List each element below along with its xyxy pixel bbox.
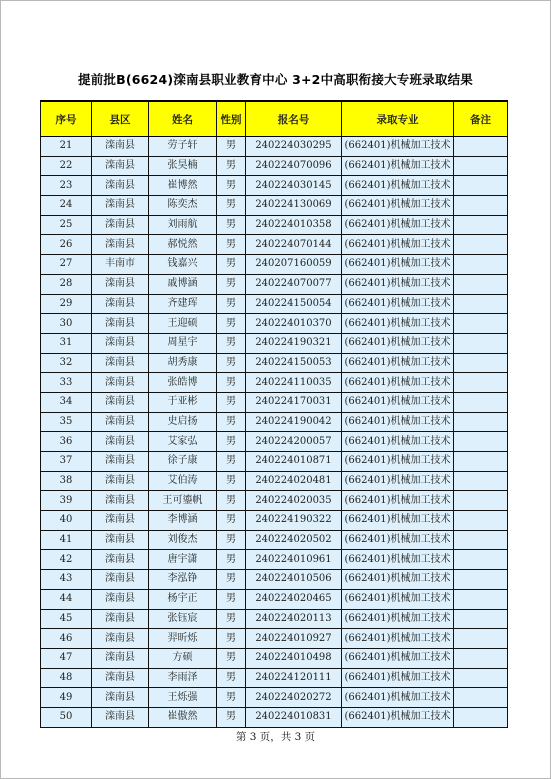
table-row — [41, 471, 508, 491]
cell-gender: 男 — [217, 452, 246, 472]
cell-county: 滦南县 — [92, 589, 149, 609]
cell-index: 43 — [41, 570, 92, 590]
cell-name: 崔傲然 — [149, 707, 217, 727]
cell-name: 张钰宸 — [149, 609, 217, 629]
cell-major: (662401)机械加工技术 — [342, 333, 454, 353]
column-header-index: 序号 — [41, 101, 92, 137]
column-header-county: 县区 — [92, 101, 149, 137]
table-row — [41, 255, 508, 275]
table-row — [41, 530, 508, 550]
cell-gender: 男 — [217, 629, 246, 649]
cell-registration-number: 240224010871 — [246, 452, 342, 472]
cell-index: 36 — [41, 432, 92, 452]
cell-index: 31 — [41, 333, 92, 353]
cell-remarks — [454, 648, 508, 668]
table-row — [41, 432, 508, 452]
table-row — [41, 589, 508, 609]
cell-major: (662401)机械加工技术 — [342, 530, 454, 550]
table-row — [41, 452, 508, 472]
cell-major: (662401)机械加工技术 — [342, 412, 454, 432]
cell-gender: 男 — [217, 570, 246, 590]
cell-gender: 男 — [217, 688, 246, 708]
cell-index: 46 — [41, 629, 92, 649]
cell-gender: 男 — [217, 589, 246, 609]
cell-index: 26 — [41, 235, 92, 255]
cell-remarks — [454, 511, 508, 531]
cell-index: 28 — [41, 274, 92, 294]
table-row — [41, 235, 508, 255]
cell-remarks — [454, 589, 508, 609]
cell-remarks — [454, 137, 508, 157]
cell-name: 李泓铮 — [149, 570, 217, 590]
table-header-row — [41, 101, 508, 137]
cell-registration-number: 240224010498 — [246, 648, 342, 668]
cell-registration-number: 240224020465 — [246, 589, 342, 609]
cell-registration-number: 240224030295 — [246, 137, 342, 157]
cell-major: (662401)机械加工技术 — [342, 274, 454, 294]
table-row — [41, 412, 508, 432]
column-header-name: 姓名 — [149, 101, 217, 137]
cell-remarks — [454, 156, 508, 176]
cell-name: 王迎硕 — [149, 314, 217, 334]
column-header-registration-number: 报名号 — [246, 101, 342, 137]
cell-gender: 男 — [217, 353, 246, 373]
cell-registration-number: 240224020481 — [246, 471, 342, 491]
cell-registration-number: 240224020272 — [246, 688, 342, 708]
cell-name: 羿昕烁 — [149, 629, 217, 649]
cell-major: (662401)机械加工技术 — [342, 491, 454, 511]
cell-gender: 男 — [217, 432, 246, 452]
cell-major: (662401)机械加工技术 — [342, 511, 454, 531]
table-row — [41, 294, 508, 314]
table-row — [41, 609, 508, 629]
cell-remarks — [454, 412, 508, 432]
cell-gender: 男 — [217, 392, 246, 412]
cell-index: 34 — [41, 392, 92, 412]
cell-county: 滦南县 — [92, 412, 149, 432]
cell-index: 38 — [41, 471, 92, 491]
cell-name: 李雨泽 — [149, 668, 217, 688]
cell-county: 滦南县 — [92, 570, 149, 590]
cell-index: 22 — [41, 156, 92, 176]
cell-major: (662401)机械加工技术 — [342, 196, 454, 216]
table-row — [41, 629, 508, 649]
cell-index: 21 — [41, 137, 92, 157]
cell-major: (662401)机械加工技术 — [342, 550, 454, 570]
cell-name: 张昊楠 — [149, 156, 217, 176]
table-row — [41, 373, 508, 393]
cell-county: 滦南县 — [92, 707, 149, 727]
cell-index: 24 — [41, 196, 92, 216]
cell-registration-number: 240224070077 — [246, 274, 342, 294]
cell-name: 于亚彬 — [149, 392, 217, 412]
cell-registration-number: 240224020113 — [246, 609, 342, 629]
cell-gender: 男 — [217, 156, 246, 176]
cell-county: 滦南县 — [92, 294, 149, 314]
cell-remarks — [454, 452, 508, 472]
cell-major: (662401)机械加工技术 — [342, 137, 454, 157]
cell-registration-number: 240224010831 — [246, 707, 342, 727]
cell-county: 滦南县 — [92, 353, 149, 373]
table-row — [41, 392, 508, 412]
cell-county: 滦南县 — [92, 373, 149, 393]
cell-index: 29 — [41, 294, 92, 314]
cell-registration-number: 240224010961 — [246, 550, 342, 570]
cell-county: 滦南县 — [92, 274, 149, 294]
cell-major: (662401)机械加工技术 — [342, 609, 454, 629]
cell-name: 王烁强 — [149, 688, 217, 708]
cell-gender: 男 — [217, 471, 246, 491]
cell-gender: 男 — [217, 196, 246, 216]
cell-remarks — [454, 314, 508, 334]
column-header-remarks: 备注 — [454, 101, 508, 137]
cell-remarks — [454, 353, 508, 373]
cell-major: (662401)机械加工技术 — [342, 471, 454, 491]
cell-name: 唐宇潇 — [149, 550, 217, 570]
cell-county: 滦南县 — [92, 432, 149, 452]
cell-remarks — [454, 707, 508, 727]
cell-major: (662401)机械加工技术 — [342, 688, 454, 708]
cell-name: 王可鎏帆 — [149, 491, 217, 511]
cell-registration-number: 240224190322 — [246, 511, 342, 531]
cell-registration-number: 240224150054 — [246, 294, 342, 314]
cell-name: 张皓博 — [149, 373, 217, 393]
cell-gender: 男 — [217, 274, 246, 294]
cell-index: 33 — [41, 373, 92, 393]
table-body — [41, 137, 508, 728]
table-row — [41, 333, 508, 353]
cell-registration-number: 240224020502 — [246, 530, 342, 550]
cell-name: 方硕 — [149, 648, 217, 668]
column-header-gender: 性别 — [217, 101, 246, 137]
cell-index: 40 — [41, 511, 92, 531]
cell-major: (662401)机械加工技术 — [342, 176, 454, 196]
admission-results-table — [40, 100, 508, 728]
column-header-major: 录取专业 — [342, 101, 454, 137]
cell-index: 35 — [41, 412, 92, 432]
table-row — [41, 648, 508, 668]
cell-county: 滦南县 — [92, 452, 149, 472]
cell-name: 艾家弘 — [149, 432, 217, 452]
cell-registration-number: 240224190321 — [246, 333, 342, 353]
cell-county: 滦南县 — [92, 235, 149, 255]
cell-remarks — [454, 392, 508, 412]
cell-remarks — [454, 235, 508, 255]
cell-county: 丰南市 — [92, 255, 149, 275]
cell-name: 史启扬 — [149, 412, 217, 432]
cell-registration-number: 240224110035 — [246, 373, 342, 393]
cell-major: (662401)机械加工技术 — [342, 255, 454, 275]
cell-index: 25 — [41, 215, 92, 235]
cell-county: 滦南县 — [92, 392, 149, 412]
table-row — [41, 707, 508, 727]
cell-major: (662401)机械加工技术 — [342, 235, 454, 255]
cell-gender: 男 — [217, 215, 246, 235]
cell-gender: 男 — [217, 137, 246, 157]
cell-index: 47 — [41, 648, 92, 668]
cell-county: 滦南县 — [92, 471, 149, 491]
cell-remarks — [454, 550, 508, 570]
cell-remarks — [454, 491, 508, 511]
cell-name: 艾伯涛 — [149, 471, 217, 491]
cell-name: 胡秀康 — [149, 353, 217, 373]
cell-gender: 男 — [217, 333, 246, 353]
cell-registration-number: 240224200057 — [246, 432, 342, 452]
document-title: 提前批B(6624)滦南县职业教育中心 3+2中高职衔接大专班录取结果 — [78, 72, 473, 87]
table-row — [41, 274, 508, 294]
table-row — [41, 353, 508, 373]
cell-major: (662401)机械加工技术 — [342, 156, 454, 176]
cell-registration-number: 240207160059 — [246, 255, 342, 275]
cell-index: 41 — [41, 530, 92, 550]
cell-major: (662401)机械加工技术 — [342, 589, 454, 609]
cell-county: 滦南县 — [92, 491, 149, 511]
cell-registration-number: 240224070144 — [246, 235, 342, 255]
cell-county: 滦南县 — [92, 137, 149, 157]
cell-gender: 男 — [217, 235, 246, 255]
cell-name: 陈奕杰 — [149, 196, 217, 216]
table-row — [41, 688, 508, 708]
cell-county: 滦南县 — [92, 688, 149, 708]
cell-remarks — [454, 274, 508, 294]
cell-major: (662401)机械加工技术 — [342, 707, 454, 727]
cell-registration-number: 240224070096 — [246, 156, 342, 176]
table-row — [41, 176, 508, 196]
cell-remarks — [454, 570, 508, 590]
cell-registration-number: 240224010358 — [246, 215, 342, 235]
cell-name: 徐子康 — [149, 452, 217, 472]
cell-major: (662401)机械加工技术 — [342, 294, 454, 314]
table-row — [41, 196, 508, 216]
cell-remarks — [454, 196, 508, 216]
table-row — [41, 314, 508, 334]
table-row — [41, 511, 508, 531]
cell-remarks — [454, 668, 508, 688]
cell-name: 杨宇正 — [149, 589, 217, 609]
cell-major: (662401)机械加工技术 — [342, 452, 454, 472]
cell-gender: 男 — [217, 491, 246, 511]
cell-name: 劳子轩 — [149, 137, 217, 157]
cell-remarks — [454, 432, 508, 452]
cell-name: 钱嘉兴 — [149, 255, 217, 275]
cell-remarks — [454, 629, 508, 649]
cell-name: 齐建珲 — [149, 294, 217, 314]
cell-index: 44 — [41, 589, 92, 609]
cell-index: 32 — [41, 353, 92, 373]
cell-county: 滦南县 — [92, 333, 149, 353]
cell-registration-number: 240224010370 — [246, 314, 342, 334]
cell-name: 周星宇 — [149, 333, 217, 353]
cell-major: (662401)机械加工技术 — [342, 629, 454, 649]
cell-registration-number: 240224020035 — [246, 491, 342, 511]
cell-major: (662401)机械加工技术 — [342, 353, 454, 373]
cell-gender: 男 — [217, 648, 246, 668]
cell-gender: 男 — [217, 668, 246, 688]
cell-county: 滦南县 — [92, 609, 149, 629]
cell-county: 滦南县 — [92, 196, 149, 216]
cell-major: (662401)机械加工技术 — [342, 373, 454, 393]
cell-gender: 男 — [217, 255, 246, 275]
table-row — [41, 550, 508, 570]
cell-remarks — [454, 333, 508, 353]
cell-index: 48 — [41, 668, 92, 688]
cell-county: 滦南县 — [92, 530, 149, 550]
cell-major: (662401)机械加工技术 — [342, 314, 454, 334]
cell-index: 50 — [41, 707, 92, 727]
cell-gender: 男 — [217, 511, 246, 531]
cell-registration-number: 240224190042 — [246, 412, 342, 432]
cell-name: 戚博涵 — [149, 274, 217, 294]
cell-remarks — [454, 255, 508, 275]
cell-remarks — [454, 688, 508, 708]
table-row — [41, 668, 508, 688]
cell-major: (662401)机械加工技术 — [342, 432, 454, 452]
cell-major: (662401)机械加工技术 — [342, 570, 454, 590]
cell-name: 崔博然 — [149, 176, 217, 196]
cell-remarks — [454, 176, 508, 196]
cell-index: 39 — [41, 491, 92, 511]
cell-county: 滦南县 — [92, 176, 149, 196]
cell-registration-number: 240224010506 — [246, 570, 342, 590]
cell-index: 30 — [41, 314, 92, 334]
cell-index: 27 — [41, 255, 92, 275]
cell-name: 刘俊杰 — [149, 530, 217, 550]
cell-county: 滦南县 — [92, 314, 149, 334]
table-row — [41, 491, 508, 511]
cell-name: 李博涵 — [149, 511, 217, 531]
page-number-footer: 第 3 页，共 3 页 — [235, 731, 316, 743]
cell-gender: 男 — [217, 314, 246, 334]
cell-county: 滦南县 — [92, 668, 149, 688]
cell-gender: 男 — [217, 530, 246, 550]
cell-gender: 男 — [217, 373, 246, 393]
cell-remarks — [454, 373, 508, 393]
cell-county: 滦南县 — [92, 511, 149, 531]
cell-gender: 男 — [217, 412, 246, 432]
cell-registration-number: 240224010927 — [246, 629, 342, 649]
table-row — [41, 215, 508, 235]
cell-county: 滦南县 — [92, 215, 149, 235]
cell-gender: 男 — [217, 707, 246, 727]
cell-remarks — [454, 215, 508, 235]
cell-gender: 男 — [217, 550, 246, 570]
cell-remarks — [454, 294, 508, 314]
cell-index: 45 — [41, 609, 92, 629]
cell-index: 49 — [41, 688, 92, 708]
cell-registration-number: 240224150053 — [246, 353, 342, 373]
cell-county: 滦南县 — [92, 648, 149, 668]
table-row — [41, 137, 508, 157]
table-row — [41, 570, 508, 590]
cell-gender: 男 — [217, 609, 246, 629]
cell-gender: 男 — [217, 176, 246, 196]
cell-index: 42 — [41, 550, 92, 570]
cell-registration-number: 240224130069 — [246, 196, 342, 216]
cell-county: 滦南县 — [92, 550, 149, 570]
cell-remarks — [454, 530, 508, 550]
cell-county: 滦南县 — [92, 156, 149, 176]
cell-remarks — [454, 471, 508, 491]
cell-registration-number: 240224030145 — [246, 176, 342, 196]
cell-remarks — [454, 609, 508, 629]
cell-index: 23 — [41, 176, 92, 196]
table-row — [41, 156, 508, 176]
cell-major: (662401)机械加工技术 — [342, 648, 454, 668]
cell-county: 滦南县 — [92, 629, 149, 649]
cell-name: 郝悦然 — [149, 235, 217, 255]
cell-major: (662401)机械加工技术 — [342, 392, 454, 412]
cell-registration-number: 240224120111 — [246, 668, 342, 688]
cell-name: 刘雨航 — [149, 215, 217, 235]
cell-major: (662401)机械加工技术 — [342, 668, 454, 688]
cell-registration-number: 240224170031 — [246, 392, 342, 412]
cell-index: 37 — [41, 452, 92, 472]
cell-gender: 男 — [217, 294, 246, 314]
cell-major: (662401)机械加工技术 — [342, 215, 454, 235]
